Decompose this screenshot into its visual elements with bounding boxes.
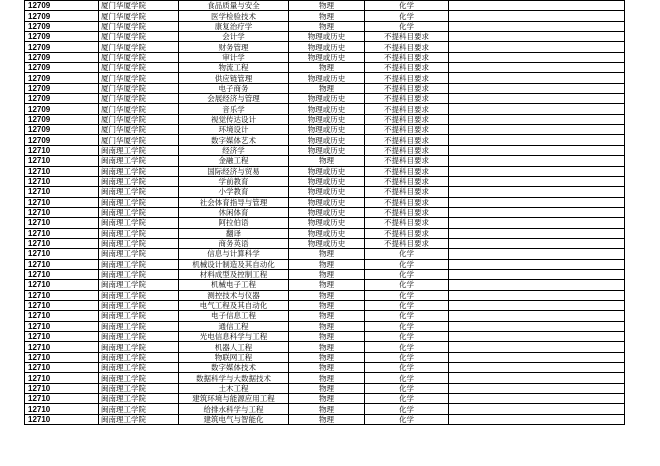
empty-cell (449, 52, 625, 62)
empty-cell (449, 83, 625, 93)
empty-cell (449, 352, 625, 362)
empty-cell (449, 238, 625, 248)
table-row (25, 363, 625, 373)
table-row (25, 218, 625, 228)
school-code-cell: 12710 (25, 300, 99, 310)
empty-cell (449, 63, 625, 73)
first-subject-cell: 物理或历史 (289, 207, 365, 217)
empty-cell (449, 21, 625, 31)
first-subject-cell: 物理或历史 (289, 197, 365, 207)
subject-requirement-cell: 不提科目要求 (365, 145, 449, 155)
major-name-cell: 物联网工程 (179, 352, 289, 362)
first-subject-cell: 物理 (289, 394, 365, 404)
admission-table (24, 0, 625, 425)
major-name-cell: 数字媒体技术 (179, 363, 289, 373)
first-subject-cell: 物理或历史 (289, 238, 365, 248)
subject-requirement-cell: 化学 (365, 1, 449, 11)
first-subject-cell: 物理 (289, 342, 365, 352)
first-subject-cell: 物理或历史 (289, 73, 365, 83)
school-code-cell: 12709 (25, 94, 99, 104)
empty-cell (449, 290, 625, 300)
table-row (25, 280, 625, 290)
school-code-cell: 12710 (25, 404, 99, 414)
empty-cell (449, 228, 625, 238)
major-name-cell: 物流工程 (179, 63, 289, 73)
major-name-cell: 电子信息工程 (179, 311, 289, 321)
first-subject-cell: 物理 (289, 259, 365, 269)
table-row (25, 414, 625, 424)
first-subject-cell: 物理 (289, 290, 365, 300)
school-code-cell: 12710 (25, 166, 99, 176)
subject-requirement-cell: 化学 (365, 249, 449, 259)
table-row (25, 311, 625, 321)
school-code-cell: 12709 (25, 114, 99, 124)
subject-requirement-cell: 不提科目要求 (365, 207, 449, 217)
subject-requirement-cell: 不提科目要求 (365, 238, 449, 248)
major-name-cell: 翻译 (179, 228, 289, 238)
school-name-cell: 闽南理工学院 (99, 414, 179, 424)
subject-requirement-cell: 不提科目要求 (365, 32, 449, 42)
first-subject-cell: 物理 (289, 373, 365, 383)
empty-cell (449, 1, 625, 11)
major-name-cell: 会计学 (179, 32, 289, 42)
table-row (25, 394, 625, 404)
school-code-cell: 12710 (25, 187, 99, 197)
school-name-cell: 闽南理工学院 (99, 166, 179, 176)
table-row (25, 21, 625, 31)
school-code-cell: 12709 (25, 52, 99, 62)
empty-cell (449, 104, 625, 114)
empty-cell (449, 73, 625, 83)
table-row (25, 197, 625, 207)
empty-cell (449, 42, 625, 52)
major-name-cell: 供应链管理 (179, 73, 289, 83)
major-name-cell: 会展经济与管理 (179, 94, 289, 104)
major-name-cell: 建筑环境与能源应用工程 (179, 394, 289, 404)
empty-cell (449, 218, 625, 228)
major-name-cell: 金融工程 (179, 156, 289, 166)
major-name-cell: 机器人工程 (179, 342, 289, 352)
table-row (25, 373, 625, 383)
major-name-cell: 电气工程及其自动化 (179, 300, 289, 310)
school-code-cell: 12710 (25, 249, 99, 259)
empty-cell (449, 145, 625, 155)
first-subject-cell: 物理或历史 (289, 125, 365, 135)
empty-cell (449, 342, 625, 352)
major-name-cell: 建筑电气与智能化 (179, 414, 289, 424)
subject-requirement-cell: 化学 (365, 311, 449, 321)
school-code-cell: 12710 (25, 259, 99, 269)
first-subject-cell: 物理 (289, 311, 365, 321)
major-name-cell: 数据科学与大数据技术 (179, 373, 289, 383)
table-body (25, 1, 625, 425)
school-name-cell: 闽南理工学院 (99, 228, 179, 238)
school-code-cell: 12709 (25, 32, 99, 42)
school-name-cell: 厦门华厦学院 (99, 83, 179, 93)
empty-cell (449, 94, 625, 104)
table-row (25, 207, 625, 217)
school-code-cell: 12710 (25, 176, 99, 186)
first-subject-cell: 物理 (289, 249, 365, 259)
school-name-cell: 厦门华厦学院 (99, 94, 179, 104)
empty-cell (449, 373, 625, 383)
first-subject-cell: 物理 (289, 1, 365, 11)
school-name-cell: 闽南理工学院 (99, 176, 179, 186)
table-row (25, 94, 625, 104)
first-subject-cell: 物理 (289, 21, 365, 31)
school-name-cell: 闽南理工学院 (99, 197, 179, 207)
subject-requirement-cell: 化学 (365, 290, 449, 300)
subject-requirement-cell: 化学 (365, 383, 449, 393)
first-subject-cell: 物理或历史 (289, 145, 365, 155)
school-code-cell: 12710 (25, 373, 99, 383)
school-name-cell: 厦门华厦学院 (99, 52, 179, 62)
subject-requirement-cell: 不提科目要求 (365, 52, 449, 62)
major-name-cell: 数字媒体艺术 (179, 135, 289, 145)
subject-requirement-cell: 化学 (365, 352, 449, 362)
school-name-cell: 闽南理工学院 (99, 145, 179, 155)
subject-requirement-cell: 化学 (365, 11, 449, 21)
subject-requirement-cell: 化学 (365, 332, 449, 342)
school-name-cell: 厦门华厦学院 (99, 21, 179, 31)
school-code-cell: 12710 (25, 342, 99, 352)
school-name-cell: 闽南理工学院 (99, 352, 179, 362)
school-code-cell: 12709 (25, 125, 99, 135)
subject-requirement-cell: 不提科目要求 (365, 94, 449, 104)
major-name-cell: 国际经济与贸易 (179, 166, 289, 176)
empty-cell (449, 135, 625, 145)
first-subject-cell: 物理或历史 (289, 135, 365, 145)
first-subject-cell: 物理 (289, 332, 365, 342)
major-name-cell: 信息与计算科学 (179, 249, 289, 259)
table-row (25, 176, 625, 186)
table-row (25, 332, 625, 342)
major-name-cell: 电子商务 (179, 83, 289, 93)
first-subject-cell: 物理或历史 (289, 42, 365, 52)
major-name-cell: 阿拉伯语 (179, 218, 289, 228)
first-subject-cell: 物理 (289, 352, 365, 362)
school-name-cell: 厦门华厦学院 (99, 73, 179, 83)
major-name-cell: 机械设计制造及其自动化 (179, 259, 289, 269)
major-name-cell: 机械电子工程 (179, 280, 289, 290)
table-row (25, 290, 625, 300)
subject-requirement-cell: 化学 (365, 300, 449, 310)
subject-requirement-cell: 不提科目要求 (365, 176, 449, 186)
empty-cell (449, 332, 625, 342)
school-name-cell: 厦门华厦学院 (99, 104, 179, 114)
empty-cell (449, 311, 625, 321)
subject-requirement-cell: 化学 (365, 21, 449, 31)
subject-requirement-cell: 化学 (365, 321, 449, 331)
major-name-cell: 休闲体育 (179, 207, 289, 217)
table-row (25, 125, 625, 135)
major-name-cell: 财务管理 (179, 42, 289, 52)
major-name-cell: 视觉传达设计 (179, 114, 289, 124)
school-name-cell: 闽南理工学院 (99, 342, 179, 352)
major-name-cell: 土木工程 (179, 383, 289, 393)
empty-cell (449, 11, 625, 21)
school-code-cell: 12710 (25, 218, 99, 228)
school-name-cell: 厦门华厦学院 (99, 42, 179, 52)
table-row (25, 63, 625, 73)
empty-cell (449, 259, 625, 269)
first-subject-cell: 物理或历史 (289, 32, 365, 42)
empty-cell (449, 300, 625, 310)
table-row (25, 187, 625, 197)
school-code-cell: 12709 (25, 1, 99, 11)
empty-cell (449, 321, 625, 331)
school-name-cell: 闽南理工学院 (99, 383, 179, 393)
school-code-cell: 12710 (25, 383, 99, 393)
school-code-cell: 12709 (25, 21, 99, 31)
first-subject-cell: 物理 (289, 83, 365, 93)
table-row (25, 52, 625, 62)
school-code-cell: 12710 (25, 290, 99, 300)
table-row (25, 42, 625, 52)
empty-cell (449, 197, 625, 207)
school-code-cell: 12710 (25, 238, 99, 248)
major-name-cell: 医学检验技术 (179, 11, 289, 21)
school-name-cell: 闽南理工学院 (99, 207, 179, 217)
school-name-cell: 闽南理工学院 (99, 373, 179, 383)
school-code-cell: 12709 (25, 104, 99, 114)
major-name-cell: 给排水科学与工程 (179, 404, 289, 414)
subject-requirement-cell: 不提科目要求 (365, 187, 449, 197)
school-code-cell: 12710 (25, 145, 99, 155)
table-row (25, 269, 625, 279)
school-name-cell: 闽南理工学院 (99, 311, 179, 321)
first-subject-cell: 物理 (289, 156, 365, 166)
school-name-cell: 闽南理工学院 (99, 332, 179, 342)
school-name-cell: 闽南理工学院 (99, 363, 179, 373)
empty-cell (449, 249, 625, 259)
school-name-cell: 厦门华厦学院 (99, 63, 179, 73)
table-row (25, 135, 625, 145)
table-row (25, 1, 625, 11)
major-name-cell: 小学教育 (179, 187, 289, 197)
school-code-cell: 12710 (25, 197, 99, 207)
subject-requirement-cell: 不提科目要求 (365, 156, 449, 166)
school-code-cell: 12709 (25, 42, 99, 52)
table-row (25, 73, 625, 83)
first-subject-cell: 物理 (289, 404, 365, 414)
subject-requirement-cell: 化学 (365, 269, 449, 279)
school-code-cell: 12710 (25, 394, 99, 404)
subject-requirement-cell: 不提科目要求 (365, 83, 449, 93)
table-row (25, 238, 625, 248)
empty-cell (449, 414, 625, 424)
school-name-cell: 闽南理工学院 (99, 269, 179, 279)
subject-requirement-cell: 不提科目要求 (365, 73, 449, 83)
school-name-cell: 闽南理工学院 (99, 156, 179, 166)
empty-cell (449, 280, 625, 290)
first-subject-cell: 物理 (289, 269, 365, 279)
school-code-cell: 12710 (25, 363, 99, 373)
school-name-cell: 闽南理工学院 (99, 394, 179, 404)
empty-cell (449, 383, 625, 393)
subject-requirement-cell: 不提科目要求 (365, 218, 449, 228)
first-subject-cell: 物理 (289, 363, 365, 373)
table-row (25, 104, 625, 114)
table-row (25, 114, 625, 124)
subject-requirement-cell: 不提科目要求 (365, 114, 449, 124)
school-code-cell: 12710 (25, 321, 99, 331)
school-name-cell: 闽南理工学院 (99, 280, 179, 290)
school-name-cell: 厦门华厦学院 (99, 125, 179, 135)
school-name-cell: 闽南理工学院 (99, 218, 179, 228)
subject-requirement-cell: 化学 (365, 280, 449, 290)
subject-requirement-cell: 化学 (365, 404, 449, 414)
school-code-cell: 12710 (25, 228, 99, 238)
table-row (25, 342, 625, 352)
major-name-cell: 光电信息科学与工程 (179, 332, 289, 342)
first-subject-cell: 物理 (289, 300, 365, 310)
first-subject-cell: 物理或历史 (289, 104, 365, 114)
school-code-cell: 12709 (25, 83, 99, 93)
table-row (25, 352, 625, 362)
table-row (25, 404, 625, 414)
school-name-cell: 闽南理工学院 (99, 249, 179, 259)
school-name-cell: 厦门华厦学院 (99, 1, 179, 11)
empty-cell (449, 363, 625, 373)
major-name-cell: 通信工程 (179, 321, 289, 331)
first-subject-cell: 物理或历史 (289, 166, 365, 176)
first-subject-cell: 物理或历史 (289, 94, 365, 104)
empty-cell (449, 166, 625, 176)
table-row (25, 321, 625, 331)
table-row (25, 249, 625, 259)
empty-cell (449, 404, 625, 414)
empty-cell (449, 32, 625, 42)
table-row (25, 166, 625, 176)
table-row (25, 32, 625, 42)
subject-requirement-cell: 化学 (365, 414, 449, 424)
table-row (25, 300, 625, 310)
empty-cell (449, 176, 625, 186)
subject-requirement-cell: 不提科目要求 (365, 135, 449, 145)
first-subject-cell: 物理 (289, 383, 365, 393)
major-name-cell: 食品质量与安全 (179, 1, 289, 11)
subject-requirement-cell: 化学 (365, 363, 449, 373)
first-subject-cell: 物理 (289, 11, 365, 21)
subject-requirement-cell: 不提科目要求 (365, 63, 449, 73)
table-row (25, 145, 625, 155)
first-subject-cell: 物理 (289, 280, 365, 290)
school-name-cell: 厦门华厦学院 (99, 135, 179, 145)
school-code-cell: 12710 (25, 311, 99, 321)
major-name-cell: 学前教育 (179, 176, 289, 186)
table-row (25, 383, 625, 393)
school-name-cell: 厦门华厦学院 (99, 114, 179, 124)
school-code-cell: 12709 (25, 63, 99, 73)
first-subject-cell: 物理或历史 (289, 114, 365, 124)
school-code-cell: 12710 (25, 207, 99, 217)
empty-cell (449, 394, 625, 404)
empty-cell (449, 207, 625, 217)
subject-requirement-cell: 化学 (365, 259, 449, 269)
subject-requirement-cell: 不提科目要求 (365, 228, 449, 238)
table-row (25, 11, 625, 21)
school-code-cell: 12710 (25, 332, 99, 342)
school-code-cell: 12710 (25, 156, 99, 166)
major-name-cell: 环境设计 (179, 125, 289, 135)
first-subject-cell: 物理或历史 (289, 52, 365, 62)
school-name-cell: 闽南理工学院 (99, 404, 179, 414)
school-name-cell: 闽南理工学院 (99, 300, 179, 310)
empty-cell (449, 269, 625, 279)
first-subject-cell: 物理 (289, 63, 365, 73)
school-code-cell: 12709 (25, 11, 99, 21)
empty-cell (449, 114, 625, 124)
empty-cell (449, 125, 625, 135)
major-name-cell: 测控技术与仪器 (179, 290, 289, 300)
subject-requirement-cell: 化学 (365, 373, 449, 383)
school-code-cell: 12709 (25, 73, 99, 83)
subject-requirement-cell: 不提科目要求 (365, 125, 449, 135)
school-name-cell: 闽南理工学院 (99, 321, 179, 331)
school-name-cell: 闽南理工学院 (99, 259, 179, 269)
empty-cell (449, 156, 625, 166)
school-code-cell: 12710 (25, 280, 99, 290)
subject-requirement-cell: 化学 (365, 342, 449, 352)
major-name-cell: 音乐学 (179, 104, 289, 114)
table-row (25, 259, 625, 269)
major-name-cell: 康复治疗学 (179, 21, 289, 31)
subject-requirement-cell: 不提科目要求 (365, 166, 449, 176)
school-name-cell: 闽南理工学院 (99, 290, 179, 300)
school-name-cell: 厦门华厦学院 (99, 11, 179, 21)
major-name-cell: 经济学 (179, 145, 289, 155)
first-subject-cell: 物理 (289, 321, 365, 331)
school-code-cell: 12710 (25, 269, 99, 279)
first-subject-cell: 物理 (289, 414, 365, 424)
major-name-cell: 社会体育指导与管理 (179, 197, 289, 207)
subject-requirement-cell: 不提科目要求 (365, 197, 449, 207)
major-name-cell: 审计学 (179, 52, 289, 62)
school-code-cell: 12709 (25, 135, 99, 145)
major-name-cell: 商务英语 (179, 238, 289, 248)
subject-requirement-cell: 化学 (365, 394, 449, 404)
empty-cell (449, 187, 625, 197)
school-code-cell: 12710 (25, 352, 99, 362)
first-subject-cell: 物理或历史 (289, 176, 365, 186)
subject-requirement-cell: 不提科目要求 (365, 104, 449, 114)
first-subject-cell: 物理或历史 (289, 228, 365, 238)
table-row (25, 156, 625, 166)
subject-requirement-cell: 不提科目要求 (365, 42, 449, 52)
table-row (25, 228, 625, 238)
first-subject-cell: 物理或历史 (289, 187, 365, 197)
school-name-cell: 闽南理工学院 (99, 187, 179, 197)
school-code-cell: 12710 (25, 414, 99, 424)
school-name-cell: 闽南理工学院 (99, 238, 179, 248)
first-subject-cell: 物理或历史 (289, 218, 365, 228)
table-row (25, 83, 625, 93)
major-name-cell: 材料成型及控制工程 (179, 269, 289, 279)
school-name-cell: 厦门华厦学院 (99, 32, 179, 42)
